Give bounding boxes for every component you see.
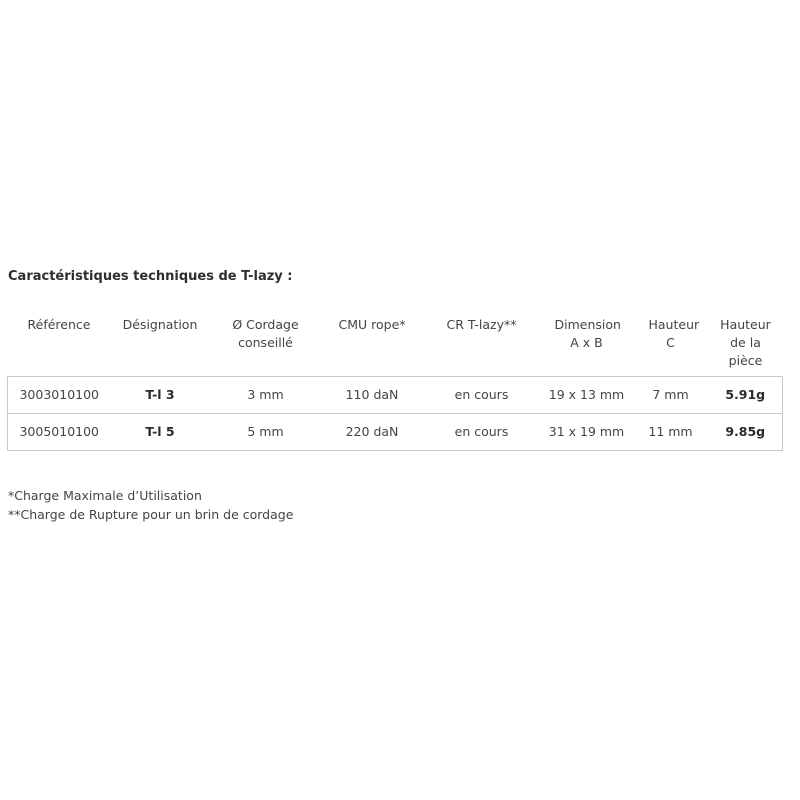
cell-reference: 3005010100: [8, 413, 111, 450]
cell-hauteur-c: 11 mm: [648, 424, 693, 439]
table-header-row: [8, 305, 783, 376]
cell-cordage: 3 mm: [247, 387, 284, 402]
header-reference: Référence: [27, 317, 91, 332]
spec-table: [7, 305, 783, 451]
cell-cmu: 110 daN: [345, 387, 399, 402]
cell-cmu: 220 daN: [345, 424, 399, 439]
header-designation: Désignation: [122, 317, 198, 332]
cell-dimension: 19 x 13 mm: [548, 387, 625, 402]
cell-hauteur-piece: 9.85g: [709, 413, 783, 450]
header-cr: CR T-lazy**: [446, 317, 517, 332]
footnote-cmu: *Charge Maximale d’Utilisation: [8, 488, 202, 503]
cell-cr: en cours: [454, 424, 509, 439]
header-hauteur-c: Hauteur C: [648, 317, 700, 350]
header-cmu: CMU rope*: [338, 317, 406, 332]
header-hauteur-piece: Hauteur de la pièce: [720, 317, 771, 368]
table-row: [8, 376, 783, 413]
table-row: [8, 413, 783, 450]
footnote-cr: **Charge de Rupture pour un brin de cordage: [8, 507, 294, 522]
cell-hauteur-piece: 5.91g: [709, 376, 783, 413]
cell-designation: T-l 5: [145, 424, 175, 439]
cell-dimension: 31 x 19 mm: [548, 424, 625, 439]
header-cordage: Ø Cordage conseillé: [232, 317, 299, 350]
cell-cordage: 5 mm: [247, 424, 284, 439]
cell-hauteur-c: 7 mm: [652, 387, 689, 402]
cell-cr: en cours: [454, 387, 509, 402]
section-title: Caractéristiques techniques de T-lazy :: [8, 269, 293, 284]
cell-reference: 3003010100: [8, 376, 111, 413]
cell-designation: T-l 3: [145, 387, 175, 402]
header-dimension: Dimension A x B: [554, 317, 621, 350]
